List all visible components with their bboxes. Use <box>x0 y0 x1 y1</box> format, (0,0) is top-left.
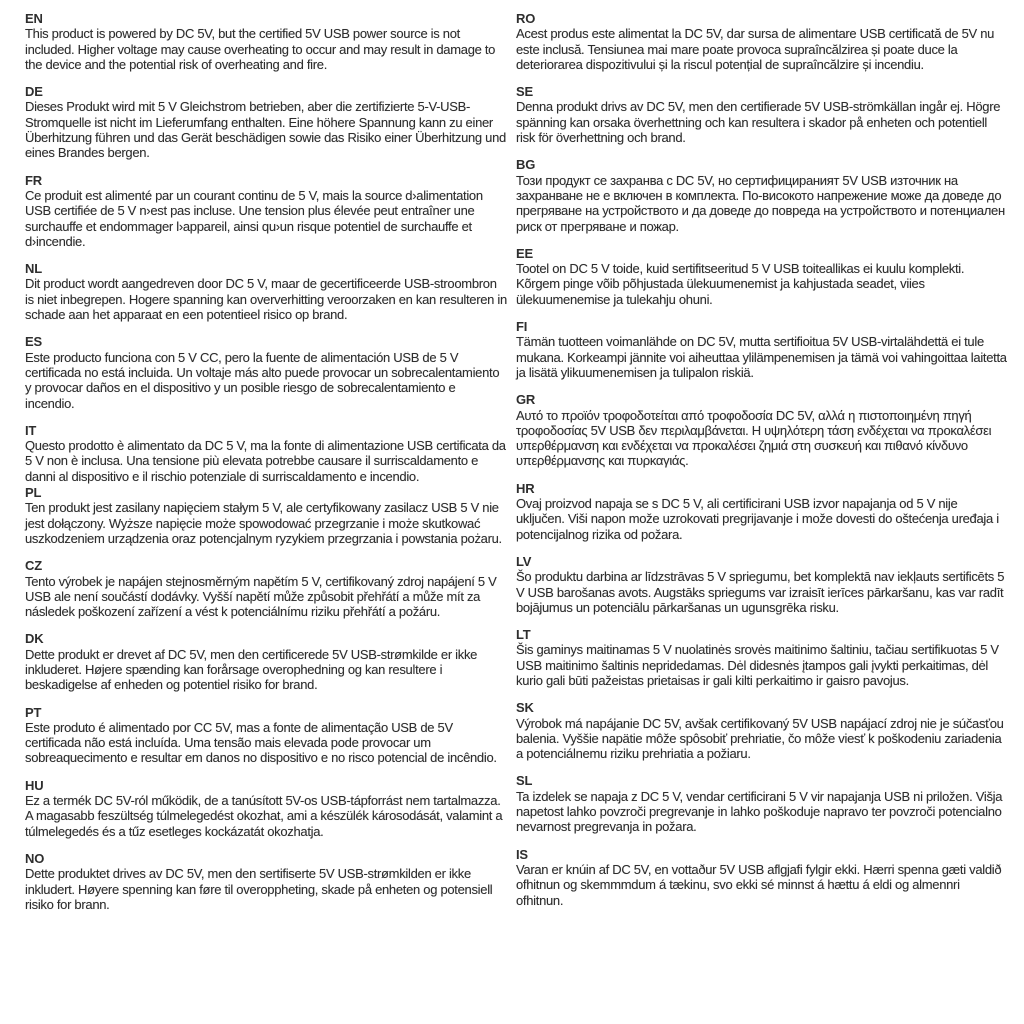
language-section-lt <box>516 627 1008 688</box>
language-code-label: EN <box>25 11 43 26</box>
warning-text: This product is powered by DC 5V, but the certified 5V USB power source is not included. Higher voltage may cause overheating to occur and may result in damage to the device and the potential risk of overheating and fire. <box>25 26 496 72</box>
warning-text: Ce produit est alimenté par un courant continu de 5 V, mais la source d›alimentation USB certifiée de 5 V n›est pas incluse. Une tension plus élevée peut entraîner une surchauffe et endommager l›appareil, ainsi qu›un risque potentiel de surchauffe et d›incendie. <box>25 187 483 249</box>
language-section-ee <box>516 246 1008 307</box>
language-section-no <box>25 851 507 912</box>
warning-text: Tämän tuotteen voimanlähde on DC 5V, mutta sertifioitua 5V USB-virtalähdettä ei tule mukana. Korkeampi jännite voi aiheuttaa ylilämpenemisen ja tämä voi vahingoittaa laitetta ja lisätä ylikuumenemisen ja tulipalon riskiä. <box>516 334 1007 380</box>
language-section-is <box>516 847 1008 908</box>
language-code-label: LT <box>516 627 531 643</box>
language-code-label: HU <box>25 777 44 793</box>
language-code-label: FI <box>516 319 528 335</box>
language-code-label: ES <box>25 334 42 350</box>
warning-text: Tento výrobek je napájen stejnosměrným napětím 5 V, certifikovaný zdroj napájení 5 V USB ale není součástí dodávky. Vyšší napětí může způsobit přehřátí a může mít za následek poškození zařízení a vést k potenciálnímu riziku přehřátí a požáru. <box>25 573 497 620</box>
warning-text: Dit product wordt aangedreven door DC 5 V, maar de gecertificeerde USB-stroombron is niet inbegrepen. Hogere spanning kan oververhitting veroorzaken en kan resulteren in schade aan het apparaat en een potentieel risico op brand. <box>25 276 507 323</box>
language-section-bg <box>516 157 1008 233</box>
warning-text: Този продукт се захранва с DC 5V, но сертифицираният 5V USB източник на захранване не е включен в комплекта. По-високото напрежение може да доведе до прегряване на устройството и да доведе до повреда на устройството и потенциален риск от прегряване и пожар. <box>516 172 1005 234</box>
warning-text: Acest produs este alimentat la DC 5V, dar sursa de alimentare USB certificată de 5V nu este inclusă. Tensiunea mai mare poate provoca supraîncălzirea și poate duce la deteriorarea dispozitivului și la riscul potențial de supraîncălzire și incendiu. <box>516 26 995 72</box>
language-section-sk <box>516 700 1008 761</box>
warning-text: Questo prodotto è alimentato da DC 5 V, ma la fonte di alimentazione USB certificata da 5 V non è inclusa. Una tensione più elevata potrebbe causare il surriscaldamento e danni al dispositivo e il rischio potenziale di surriscaldamento e incendio. <box>25 438 506 484</box>
language-code-label: DK <box>25 631 44 647</box>
language-code-label: GR <box>516 392 536 408</box>
language-section-en <box>25 11 507 72</box>
language-section-se <box>516 84 1008 145</box>
warning-text: Varan er knúin af DC 5V, en vottaður 5V USB aflgjafi fylgir ekki. Hærri spenna gæti valdið ofhitnun og skemmmdum á tækinu, svo ekki sé minnst á hættu á eldi og almennri ofhitnun. <box>516 861 1002 908</box>
warning-text: Dette produkt er drevet af DC 5V, men den certificerede 5V USB-strømkilde er ikke inkluderet. Højere spænding kan forårsage overophedning og kan resultere i beskadigelse af enheden og potentiel risiko for brand. <box>25 646 478 693</box>
language-code-label: IS <box>516 846 528 862</box>
language-code-label: PT <box>25 704 42 720</box>
warning-text: Denna produkt drivs av DC 5V, men den certifierade 5V USB-strömkällan ingår ej. Högre spänning kan orsaka överhettning och kan resultera i skador på enheten och potentiell risk för överhettning och brand. <box>516 99 1001 146</box>
column-left <box>25 11 507 924</box>
language-code-label: FR <box>25 172 42 188</box>
language-section-cz <box>25 558 507 619</box>
language-section-hr <box>516 481 1008 542</box>
language-code-label: HR <box>516 480 535 496</box>
language-code-label: CZ <box>25 558 42 574</box>
language-code-label: SK <box>516 700 534 716</box>
language-section-it <box>25 423 507 484</box>
warning-text: Dette produktet drives av DC 5V, men den sertifiserte 5V USB-strømkilden er ikke inkludert. Høyere spenning kan føre til overoppheting, skade på enheten og potensiell risiko for brann. <box>25 866 493 912</box>
language-code-label: NL <box>25 261 42 277</box>
language-code-label: EE <box>516 245 533 261</box>
language-section-ro <box>516 11 1008 72</box>
language-code-label: LV <box>516 553 532 569</box>
language-code-label: PL <box>25 485 42 501</box>
language-section-fr <box>25 173 507 249</box>
language-code-label: DE <box>25 84 43 100</box>
language-section-pl <box>25 485 507 546</box>
warning-text: Tootel on DC 5 V toide, kuid sertifitseeritud 5 V USB toiteallikas ei kuulu komplekti. Kõrgem pinge võib põhjustada ülekuumenemist ja kahjustada seadet, viies ülekuumenemise ja tulekahju ohuni. <box>516 261 965 307</box>
warning-text: Výrobok má napájanie DC 5V, avšak certifikovaný 5V USB napájací zdroj nie je súčasťou balenia. Vyššie napätie môže spôsobiť prehriatie, čo môže viesť k poškodeniu zariadenia a potenciálnemu riziku prehriatia a požiaru. <box>516 715 1004 762</box>
warning-text: Ovaj proizvod napaja se s DC 5 V, ali certificirani USB izvor napajanja od 5 V nije uključen. Viši napon može uzrokovati pregrijavanje i može dovesti do oštećenja uređaja i potencijalnog rizika od požara. <box>516 496 999 542</box>
warning-text: Ez a termék DC 5V-ról működik, de a tanúsított 5V-os USB-tápforrást nem tartalmazza. A magasabb feszültség túlmelegedést okozhat, ami a készülék károsodását, valamint a túlmelegedés és a tűz esetleges kockázatát okozhatja. <box>25 793 503 839</box>
warning-text: Ten produkt jest zasilany napięciem stałym 5 V, ale certyfikowany zasilacz USB 5 V nie jest dołączony. Wyższe napięcie może spowodować przegrzanie i może skutkować uszkodzeniem urządzenia oraz potencjalnym ryzykiem przegrzania i powstania pożaru. <box>25 500 502 546</box>
warning-text: Este producto funciona con 5 V CC, pero la fuente de alimentación USB de 5 V certificada no está incluida. Un voltaje más alto puede provocar un sobrecalentamiento y provocar daños en el dispositivo y un posible riesgo de sobrecalentamiento e incendio. <box>25 349 500 411</box>
language-section-fi <box>516 319 1008 380</box>
column-right <box>516 11 1008 920</box>
language-section-sl <box>516 773 1008 834</box>
warning-text: Ta izdelek se napaja z DC 5 V, vendar certificirani 5 V vir napajanja USB ni priložen. Višja napetost lahko povzroči pregrevanje in lahko poškoduje napravo ter povzroči potencialno nevarnost pregrevanja in požara. <box>516 788 1003 835</box>
language-code-label: SL <box>516 773 533 789</box>
language-section-gr <box>516 392 1008 468</box>
warning-text: Šis gaminys maitinamas 5 V nuolatinės srovės maitinimo šaltiniu, tačiau sertifikuotas 5 V USB maitinimo šaltinis nepridedamas. Dėl didesnės įtampos gali įvykti perkaitimas, dėl kurio gali būti pažeistas prietaisas ir gali kilti perkaitimo ir gaisro pavojus. <box>516 642 999 688</box>
language-code-label: IT <box>25 422 37 438</box>
language-section-de <box>25 84 507 160</box>
language-code-label: NO <box>25 850 45 866</box>
language-code-label: RO <box>516 11 536 26</box>
language-section-lv <box>516 554 1008 615</box>
language-section-nl <box>25 261 507 322</box>
warning-text: Šo produktu darbina ar līdzstrāvas 5 V spriegumu, bet komplektā nav iekļauts sertificēts 5 V USB barošanas avots. Augstāks spriegums var izraisīt ierīces pārkaršanu, kas var radīt bojājumus un potenciālu pārkaršanas un ugunsgrēka risku. <box>516 569 1005 615</box>
language-section-es <box>25 334 507 410</box>
language-section-pt <box>25 705 507 766</box>
language-section-dk <box>25 631 507 692</box>
language-code-label: BG <box>516 157 536 173</box>
warning-text: Este produto é alimentado por CC 5V, mas a fonte de alimentação USB de 5V certificada não está incluída. Uma tensão mais elevada pode provocar um sobreaquecimento e resultar em danos no dispositivo e no risco potencial de incêndio. <box>25 719 497 766</box>
language-code-label: SE <box>516 84 533 100</box>
warning-text: Dieses Produkt wird mit 5 V Gleichstrom betrieben, aber die zertifizierte 5-V-USB-Stromquelle ist nicht im Lieferumfang enthalten. Eine höhere Spannung kann zu einer Überhitzung führen und das Gerät beschädigen sowie das Risiko einer Überhitzung und eines Brandes bergen. <box>25 99 506 161</box>
language-section-hu <box>25 778 507 839</box>
warning-text: Αυτό το προϊόν τροφοδοτείται από τροφοδοσία DC 5V, αλλά η πιστοποιημένη πηγή τροφοδοσίας 5V USB δεν περιλαμβάνεται. Η υψηλότερη τάση ενδέχεται να προκαλέσει υπερθέρμανση και ενδέχεται να προκαλέσει ζημιά στη συσκευή και πιθανό κίνδυνο υπερθέρμανσης και πυρκαγιάς. <box>516 407 992 469</box>
